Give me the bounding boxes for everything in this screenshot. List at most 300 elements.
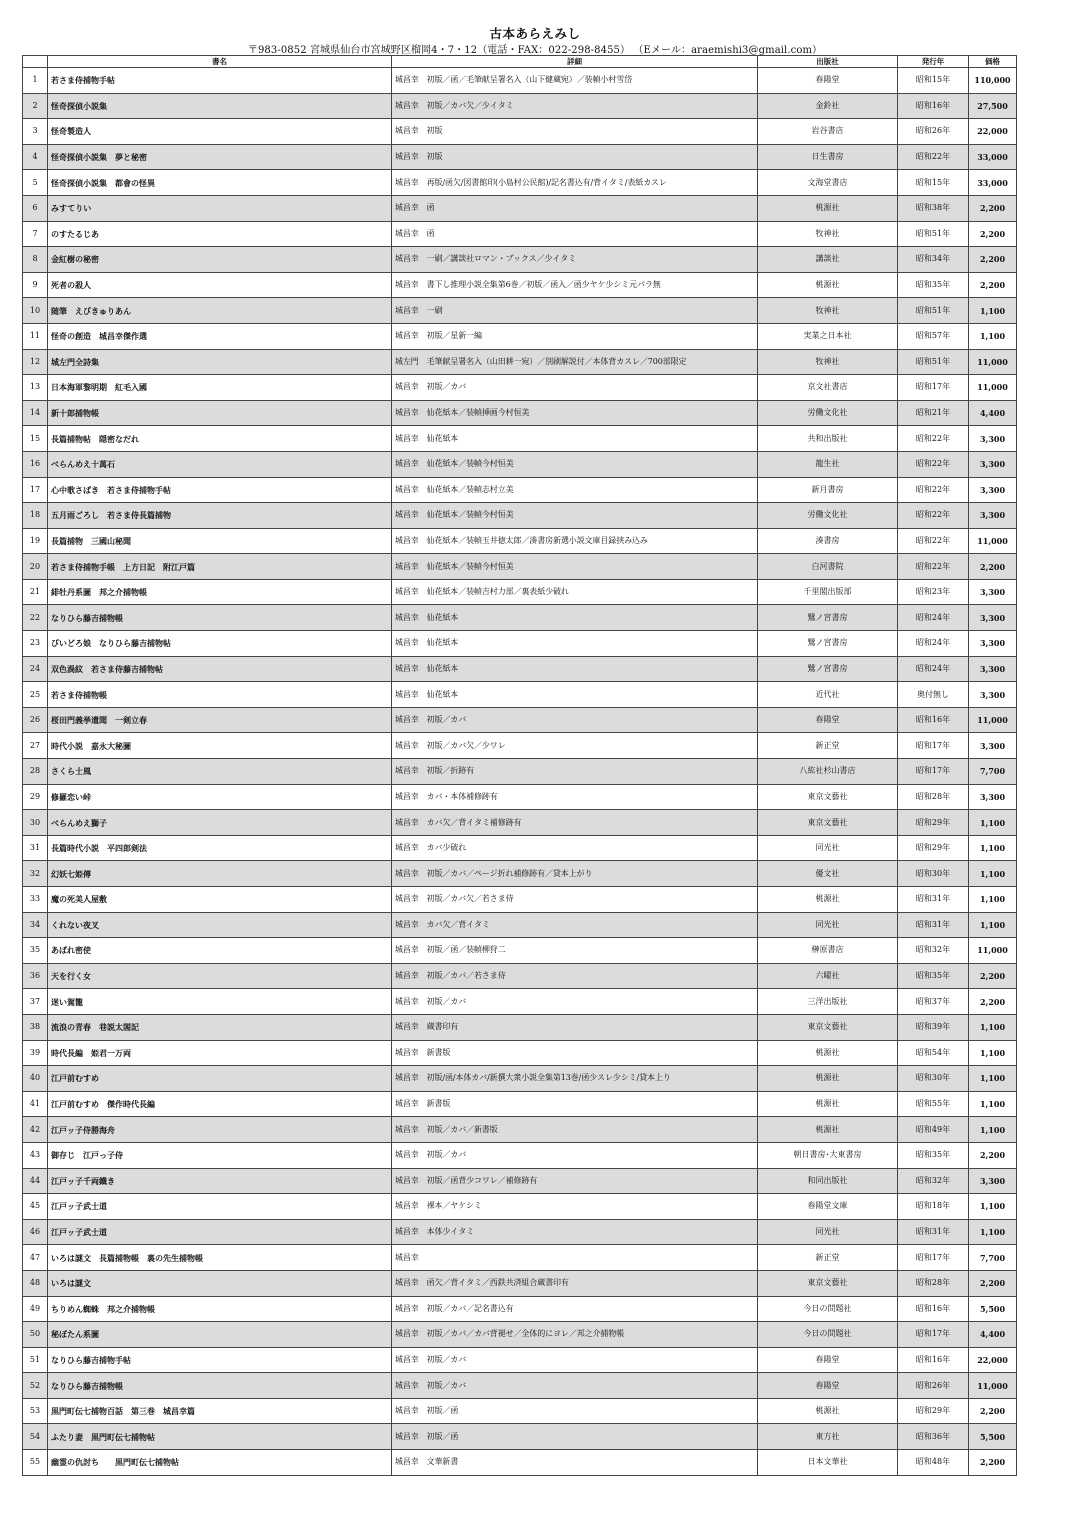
table-row: [23, 68, 1017, 94]
publish-year: 昭和22年: [898, 451, 969, 477]
row-number: 9: [23, 272, 48, 298]
row-number: 35: [23, 938, 48, 964]
row-number: 52: [23, 1373, 48, 1399]
publisher: 千里閣出版部: [758, 579, 898, 605]
publisher: 今日の問題社: [758, 1322, 898, 1348]
table-row: [23, 528, 1017, 554]
book-title: なりひら藤吉捕物手帖: [48, 1347, 392, 1373]
price: 1,100: [969, 1219, 1017, 1245]
table-row: [23, 503, 1017, 529]
row-number: 42: [23, 1117, 48, 1143]
book-detail: 城昌幸 文華新書: [392, 1450, 758, 1476]
book-title: 日本海軍黎明期 紅毛入國: [48, 375, 392, 401]
table-row: [23, 1450, 1017, 1476]
row-number: 26: [23, 707, 48, 733]
price: 2,200: [969, 989, 1017, 1015]
publish-year: 昭和17年: [898, 1322, 969, 1348]
publisher: 日本文華社: [758, 1450, 898, 1476]
book-detail: 城左門 毛筆献呈署名入（山田耕一宛）／別刷解説付／本体背カスレ／700部限定: [392, 349, 758, 375]
table-row: [23, 1194, 1017, 1220]
price: 1,100: [969, 298, 1017, 324]
publish-year: 昭和57年: [898, 323, 969, 349]
table-row: [23, 323, 1017, 349]
row-number: 27: [23, 733, 48, 759]
row-number: 36: [23, 963, 48, 989]
book-title: 江戸ッ子武士道: [48, 1219, 392, 1245]
price: 11,000: [969, 707, 1017, 733]
book-title: 天を行く女: [48, 963, 392, 989]
row-number: 37: [23, 989, 48, 1015]
book-detail: 城昌幸 初版／カバ欠／少イタミ: [392, 93, 758, 119]
price: 7,700: [969, 759, 1017, 785]
price: 22,000: [969, 1347, 1017, 1373]
book-detail: 城昌幸 一刷／講談社ロマン・ブックス／少イタミ: [392, 247, 758, 273]
price: 1,100: [969, 1117, 1017, 1143]
book-title: べらんめえ十萬石: [48, 451, 392, 477]
publish-year: 昭和28年: [898, 1270, 969, 1296]
publish-year: 昭和24年: [898, 605, 969, 631]
publish-year: 昭和51年: [898, 221, 969, 247]
publish-year: 昭和22年: [898, 528, 969, 554]
book-title: 新十郎捕物帳: [48, 400, 392, 426]
publisher: 新月書房: [758, 477, 898, 503]
publish-year: 昭和16年: [898, 93, 969, 119]
book-detail: 城昌幸 仙花紙本／装幀今村恒美: [392, 554, 758, 580]
book-detail: 城昌幸 仙花紙本: [392, 426, 758, 452]
row-number: 39: [23, 1040, 48, 1066]
price: 2,200: [969, 963, 1017, 989]
publisher: 東京文藝社: [758, 1014, 898, 1040]
row-number: 25: [23, 682, 48, 708]
publisher: 白河書院: [758, 554, 898, 580]
publisher: 桃源社: [758, 1398, 898, 1424]
table-row: [23, 1322, 1017, 1348]
book-detail: 城昌幸 カバ少破れ: [392, 835, 758, 861]
publish-year: 昭和39年: [898, 1014, 969, 1040]
publisher: 日生書房: [758, 144, 898, 170]
table-row: [23, 1245, 1017, 1271]
book-title: 江戸ッ子侍勝海舟: [48, 1117, 392, 1143]
publisher: 桃源社: [758, 887, 898, 913]
row-number: 41: [23, 1091, 48, 1117]
publish-year: 昭和35年: [898, 272, 969, 298]
row-number: 30: [23, 810, 48, 836]
row-number: 5: [23, 170, 48, 196]
table-row: [23, 912, 1017, 938]
table-row: [23, 349, 1017, 375]
table-row: [23, 1347, 1017, 1373]
book-title: 修羅恋い峠: [48, 784, 392, 810]
publish-year: 昭和23年: [898, 579, 969, 605]
publisher: 実業之日本社: [758, 323, 898, 349]
book-detail: 城昌幸 仙花紙本／装幀今村恒美: [392, 451, 758, 477]
publisher: 春陽堂: [758, 68, 898, 94]
page-title: 古本あらえみし: [489, 26, 581, 41]
book-title: 御存じ 江戸っ子侍: [48, 1142, 392, 1168]
table-row: [23, 451, 1017, 477]
publisher: 今日の問題社: [758, 1296, 898, 1322]
publish-year: 昭和22年: [898, 426, 969, 452]
publisher: 東京文藝社: [758, 784, 898, 810]
price: 1,100: [969, 1091, 1017, 1117]
book-detail: 城昌幸 カバ欠／背イタミ補修跡有: [392, 810, 758, 836]
book-detail: 城昌幸 初版／折跡有: [392, 759, 758, 785]
price: 3,300: [969, 631, 1017, 657]
book-title: 城左門全詩集: [48, 349, 392, 375]
price: 11,000: [969, 1373, 1017, 1399]
publish-year: 昭和34年: [898, 247, 969, 273]
row-number: 47: [23, 1245, 48, 1271]
publisher: 和同出版社: [758, 1168, 898, 1194]
price: 3,300: [969, 656, 1017, 682]
book-detail: 城昌幸 新書版: [392, 1040, 758, 1066]
table-row: [23, 887, 1017, 913]
book-title: 金紅樹の秘密: [48, 247, 392, 273]
row-number: 48: [23, 1270, 48, 1296]
publisher: 榊原書店: [758, 938, 898, 964]
publisher: 鷺ノ宮書房: [758, 631, 898, 657]
column-header-detail: 詳細: [392, 56, 758, 68]
book-detail: 城昌幸 初版／カバ／新書版: [392, 1117, 758, 1143]
publish-year: 昭和28年: [898, 784, 969, 810]
price: 3,300: [969, 1168, 1017, 1194]
publish-year: 昭和48年: [898, 1450, 969, 1476]
publisher: 同光社: [758, 1219, 898, 1245]
row-number: 49: [23, 1296, 48, 1322]
book-detail: 城昌幸 初版／カバ: [392, 707, 758, 733]
price: 3,300: [969, 784, 1017, 810]
price: 3,300: [969, 605, 1017, 631]
table-row: [23, 1168, 1017, 1194]
book-title: くれない夜叉: [48, 912, 392, 938]
book-detail: 城昌幸 仙花紙本／装幀今村恒美: [392, 503, 758, 529]
book-detail: 城昌幸 裸本／ヤケシミ: [392, 1194, 758, 1220]
publisher: 六曜社: [758, 963, 898, 989]
table-header-row: [23, 56, 1017, 68]
publish-year: 昭和26年: [898, 1373, 969, 1399]
book-title: 黒門町伝七捕物百話 第三巻 城昌幸篇: [48, 1398, 392, 1424]
price: 7,700: [969, 1245, 1017, 1271]
table-row: [23, 93, 1017, 119]
book-title: 怪奇探偵小説集 夢と秘密: [48, 144, 392, 170]
publish-year: 昭和24年: [898, 631, 969, 657]
publisher: 東方社: [758, 1424, 898, 1450]
publish-year: 昭和17年: [898, 759, 969, 785]
table-row: [23, 784, 1017, 810]
row-number: 21: [23, 579, 48, 605]
price: 1,100: [969, 912, 1017, 938]
publisher: 新正堂: [758, 1245, 898, 1271]
row-number: 1: [23, 68, 48, 94]
price: 1,100: [969, 1040, 1017, 1066]
book-title: 流浪の青春 巷説太閤記: [48, 1014, 392, 1040]
book-detail: 城昌幸 カバ欠／背イタミ: [392, 912, 758, 938]
price: 1,100: [969, 835, 1017, 861]
price: 2,200: [969, 1450, 1017, 1476]
price: 4,400: [969, 400, 1017, 426]
book-detail: 城昌幸 初版／カバ／ページ折れ補修跡有／貸本上がり: [392, 861, 758, 887]
table-row: [23, 1117, 1017, 1143]
price: 3,300: [969, 477, 1017, 503]
shop-address: 〒983-0852 宮城県仙台市宮城野区榴岡4・7・12（電話・FAX：022-298-8455） （Eメール：araemishi3@gmail.com）: [247, 45, 823, 56]
book-title: 迷い駕籠: [48, 989, 392, 1015]
price: 2,200: [969, 1270, 1017, 1296]
book-title: 五月雨ごろし 若さま侍長篇捕物: [48, 503, 392, 529]
table-row: [23, 170, 1017, 196]
book-title: 怪奇製造人: [48, 119, 392, 145]
publish-year: 昭和29年: [898, 1398, 969, 1424]
publisher: 春陽堂文庫: [758, 1194, 898, 1220]
book-detail: 城昌幸 仙花紙本／装幀志村立美: [392, 477, 758, 503]
publish-year: 昭和32年: [898, 1168, 969, 1194]
publisher: 京文社書店: [758, 375, 898, 401]
publisher: 牧神社: [758, 221, 898, 247]
book-title: 幻妖七姫傳: [48, 861, 392, 887]
table-row: [23, 579, 1017, 605]
book-detail: 城昌幸 蔵書印有: [392, 1014, 758, 1040]
row-number: 20: [23, 554, 48, 580]
book-title: あばれ密使: [48, 938, 392, 964]
column-header-publisher: 出版社: [758, 56, 898, 68]
book-detail: 城昌幸 新書版: [392, 1091, 758, 1117]
publish-year: 奥付無し: [898, 682, 969, 708]
row-number: 51: [23, 1347, 48, 1373]
book-detail: 城昌幸 仙花紙本／装幀玉井徳太郎／湊書房新選小説文庫目録挟み込み: [392, 528, 758, 554]
publisher: 龍生社: [758, 451, 898, 477]
book-detail: 城昌幸 初版: [392, 119, 758, 145]
book-detail: 城昌幸 初版: [392, 144, 758, 170]
price: 2,200: [969, 195, 1017, 221]
row-number: 15: [23, 426, 48, 452]
row-number: 2: [23, 93, 48, 119]
price: 1,100: [969, 1194, 1017, 1220]
table-row: [23, 400, 1017, 426]
book-detail: 城昌幸: [392, 1245, 758, 1271]
row-number: 13: [23, 375, 48, 401]
table-row: [23, 759, 1017, 785]
table-row: [23, 1424, 1017, 1450]
book-detail: 城昌幸 初版／函／装幀柳狩二: [392, 938, 758, 964]
table-row: [23, 272, 1017, 298]
row-number: 24: [23, 656, 48, 682]
publisher: 三洋出版社: [758, 989, 898, 1015]
book-title: 若さま侍捕物手帖: [48, 68, 392, 94]
book-title: 江戸ッ子千両鐵き: [48, 1168, 392, 1194]
publish-year: 昭和31年: [898, 1219, 969, 1245]
price: 110,000: [969, 68, 1017, 94]
row-number: 16: [23, 451, 48, 477]
table-row: [23, 1040, 1017, 1066]
price: 2,200: [969, 1398, 1017, 1424]
book-detail: 城昌幸 初版／カバ: [392, 375, 758, 401]
row-number: 3: [23, 119, 48, 145]
row-number: 33: [23, 887, 48, 913]
table-row: [23, 1296, 1017, 1322]
book-title: いろは謎文: [48, 1270, 392, 1296]
book-detail: 城昌幸 初版／カバ／記名書込有: [392, 1296, 758, 1322]
table-body: [23, 68, 1017, 1476]
publisher: 八紘社杉山書店: [758, 759, 898, 785]
price: 1,100: [969, 810, 1017, 836]
publish-year: 昭和15年: [898, 170, 969, 196]
publisher: 鷺ノ宮書房: [758, 656, 898, 682]
publish-year: 昭和22年: [898, 554, 969, 580]
table-row: [23, 195, 1017, 221]
publisher: 鷺ノ宮書房: [758, 605, 898, 631]
publish-year: 昭和55年: [898, 1091, 969, 1117]
book-detail: 城昌幸 本体少イタミ: [392, 1219, 758, 1245]
book-detail: 城昌幸 カバ・本体補修跡有: [392, 784, 758, 810]
row-number: 8: [23, 247, 48, 273]
book-detail: 城昌幸 初版／函背少コワレ／補修跡有: [392, 1168, 758, 1194]
row-number: 23: [23, 631, 48, 657]
row-number: 12: [23, 349, 48, 375]
row-number: 55: [23, 1450, 48, 1476]
table-row: [23, 938, 1017, 964]
row-number: 46: [23, 1219, 48, 1245]
publisher: 新正堂: [758, 733, 898, 759]
publish-year: 昭和17年: [898, 375, 969, 401]
table-row: [23, 1091, 1017, 1117]
table-row: [23, 375, 1017, 401]
table-row: [23, 1014, 1017, 1040]
publish-year: 昭和22年: [898, 503, 969, 529]
price: 3,300: [969, 733, 1017, 759]
price: 3,300: [969, 426, 1017, 452]
price: 3,300: [969, 682, 1017, 708]
publish-year: 昭和37年: [898, 989, 969, 1015]
row-number: 22: [23, 605, 48, 631]
book-title: ふたり妻 黒門町伝七捕物帖: [48, 1424, 392, 1450]
price: 1,100: [969, 1014, 1017, 1040]
book-detail: 城昌幸 函: [392, 221, 758, 247]
price: 5,500: [969, 1424, 1017, 1450]
row-number: 53: [23, 1398, 48, 1424]
publish-year: 昭和16年: [898, 707, 969, 733]
publish-year: 昭和17年: [898, 1245, 969, 1271]
row-number: 29: [23, 784, 48, 810]
publisher: 労働文化社: [758, 400, 898, 426]
publish-year: 昭和16年: [898, 1347, 969, 1373]
row-number: 14: [23, 400, 48, 426]
row-number: 17: [23, 477, 48, 503]
publisher: 共和出版社: [758, 426, 898, 452]
book-title: 双色渦紋 若さま侍藤吉捕物帖: [48, 656, 392, 682]
price: 33,000: [969, 144, 1017, 170]
book-title: 長篇捕物 三國山秘聞: [48, 528, 392, 554]
publish-year: 昭和24年: [898, 656, 969, 682]
table-row: [23, 477, 1017, 503]
publish-year: 昭和36年: [898, 1424, 969, 1450]
publish-year: 昭和35年: [898, 963, 969, 989]
publisher: 同光社: [758, 912, 898, 938]
publisher: 桃源社: [758, 1117, 898, 1143]
row-number: 28: [23, 759, 48, 785]
book-detail: 城昌幸 仙花紙本／装幀挿画今村恒美: [392, 400, 758, 426]
book-title: 随筆 えびきゅりあん: [48, 298, 392, 324]
publisher: 牧神社: [758, 298, 898, 324]
row-number: 7: [23, 221, 48, 247]
publish-year: 昭和22年: [898, 144, 969, 170]
book-detail: 城昌幸 初版／函／毛筆献呈署名入（山下健蔵宛）／装幀小村雪岱: [392, 68, 758, 94]
book-title: 時代長編 姫君一万両: [48, 1040, 392, 1066]
row-number: 54: [23, 1424, 48, 1450]
row-number: 40: [23, 1066, 48, 1092]
book-title: のすたるじあ: [48, 221, 392, 247]
row-number: 34: [23, 912, 48, 938]
publisher: 金鈴社: [758, 93, 898, 119]
table-row: [23, 1066, 1017, 1092]
price: 3,300: [969, 451, 1017, 477]
row-number: 4: [23, 144, 48, 170]
table-row: [23, 554, 1017, 580]
book-title: なりひら藤吉捕物帳: [48, 605, 392, 631]
table-row: [23, 247, 1017, 273]
book-detail: 城昌幸 書下し推理小説全集第6巻／初版／函入／函少ヤケ少シミ元パラ無: [392, 272, 758, 298]
publisher: 春陽堂: [758, 1373, 898, 1399]
publish-year: 昭和38年: [898, 195, 969, 221]
table-row: [23, 656, 1017, 682]
table-row: [23, 221, 1017, 247]
table-row: [23, 298, 1017, 324]
publisher: 近代社: [758, 682, 898, 708]
book-title: べらんめえ獅子: [48, 810, 392, 836]
row-number: 6: [23, 195, 48, 221]
book-title: 幽霊の仇討ち 黒門町伝七捕物帖: [48, 1450, 392, 1476]
publish-year: 昭和31年: [898, 912, 969, 938]
book-detail: 城昌幸 初版／カバ: [392, 1373, 758, 1399]
book-detail: 城昌幸 仙花紙本: [392, 682, 758, 708]
publisher: 春陽堂: [758, 1347, 898, 1373]
price: 11,000: [969, 528, 1017, 554]
book-detail: 城昌幸 初版／カバ: [392, 989, 758, 1015]
publish-year: 昭和51年: [898, 349, 969, 375]
book-title: 江戸前むすめ 傑作時代長編: [48, 1091, 392, 1117]
column-header-year: 発行年: [898, 56, 969, 68]
book-detail: 城昌幸 仙花紙本: [392, 631, 758, 657]
table-row: [23, 1219, 1017, 1245]
publisher: 桃源社: [758, 1040, 898, 1066]
publish-year: 昭和31年: [898, 887, 969, 913]
price: 11,000: [969, 938, 1017, 964]
publisher: 東京文藝社: [758, 1270, 898, 1296]
price: 11,000: [969, 375, 1017, 401]
column-header-price: 価格: [969, 56, 1017, 68]
table-row: [23, 810, 1017, 836]
book-detail: 城昌幸 初版／カバ: [392, 1142, 758, 1168]
book-title: さくら士風: [48, 759, 392, 785]
table-row: [23, 1373, 1017, 1399]
publisher: 優文社: [758, 861, 898, 887]
publish-year: 昭和18年: [898, 1194, 969, 1220]
publisher: 桃源社: [758, 272, 898, 298]
publish-year: 昭和21年: [898, 400, 969, 426]
price: 2,200: [969, 1142, 1017, 1168]
price: 1,100: [969, 323, 1017, 349]
book-title: 怪奇探偵小説集 都會の怪異: [48, 170, 392, 196]
publisher: 朝日書房･大東書房: [758, 1142, 898, 1168]
book-title: ちりめん蜘蛛 邦之介捕物帳: [48, 1296, 392, 1322]
price: 1,100: [969, 887, 1017, 913]
price: 2,200: [969, 221, 1017, 247]
book-price-table: [22, 55, 1017, 1476]
publisher: 岩谷書店: [758, 119, 898, 145]
book-detail: 城昌幸 再版/函欠/図書館印(小島村公民館)/記名書込有/背イタミ/表紙カスレ: [392, 170, 758, 196]
row-number: 50: [23, 1322, 48, 1348]
book-title: 若さま侍捕物帳: [48, 682, 392, 708]
book-title: 死者の殺人: [48, 272, 392, 298]
row-number: 10: [23, 298, 48, 324]
